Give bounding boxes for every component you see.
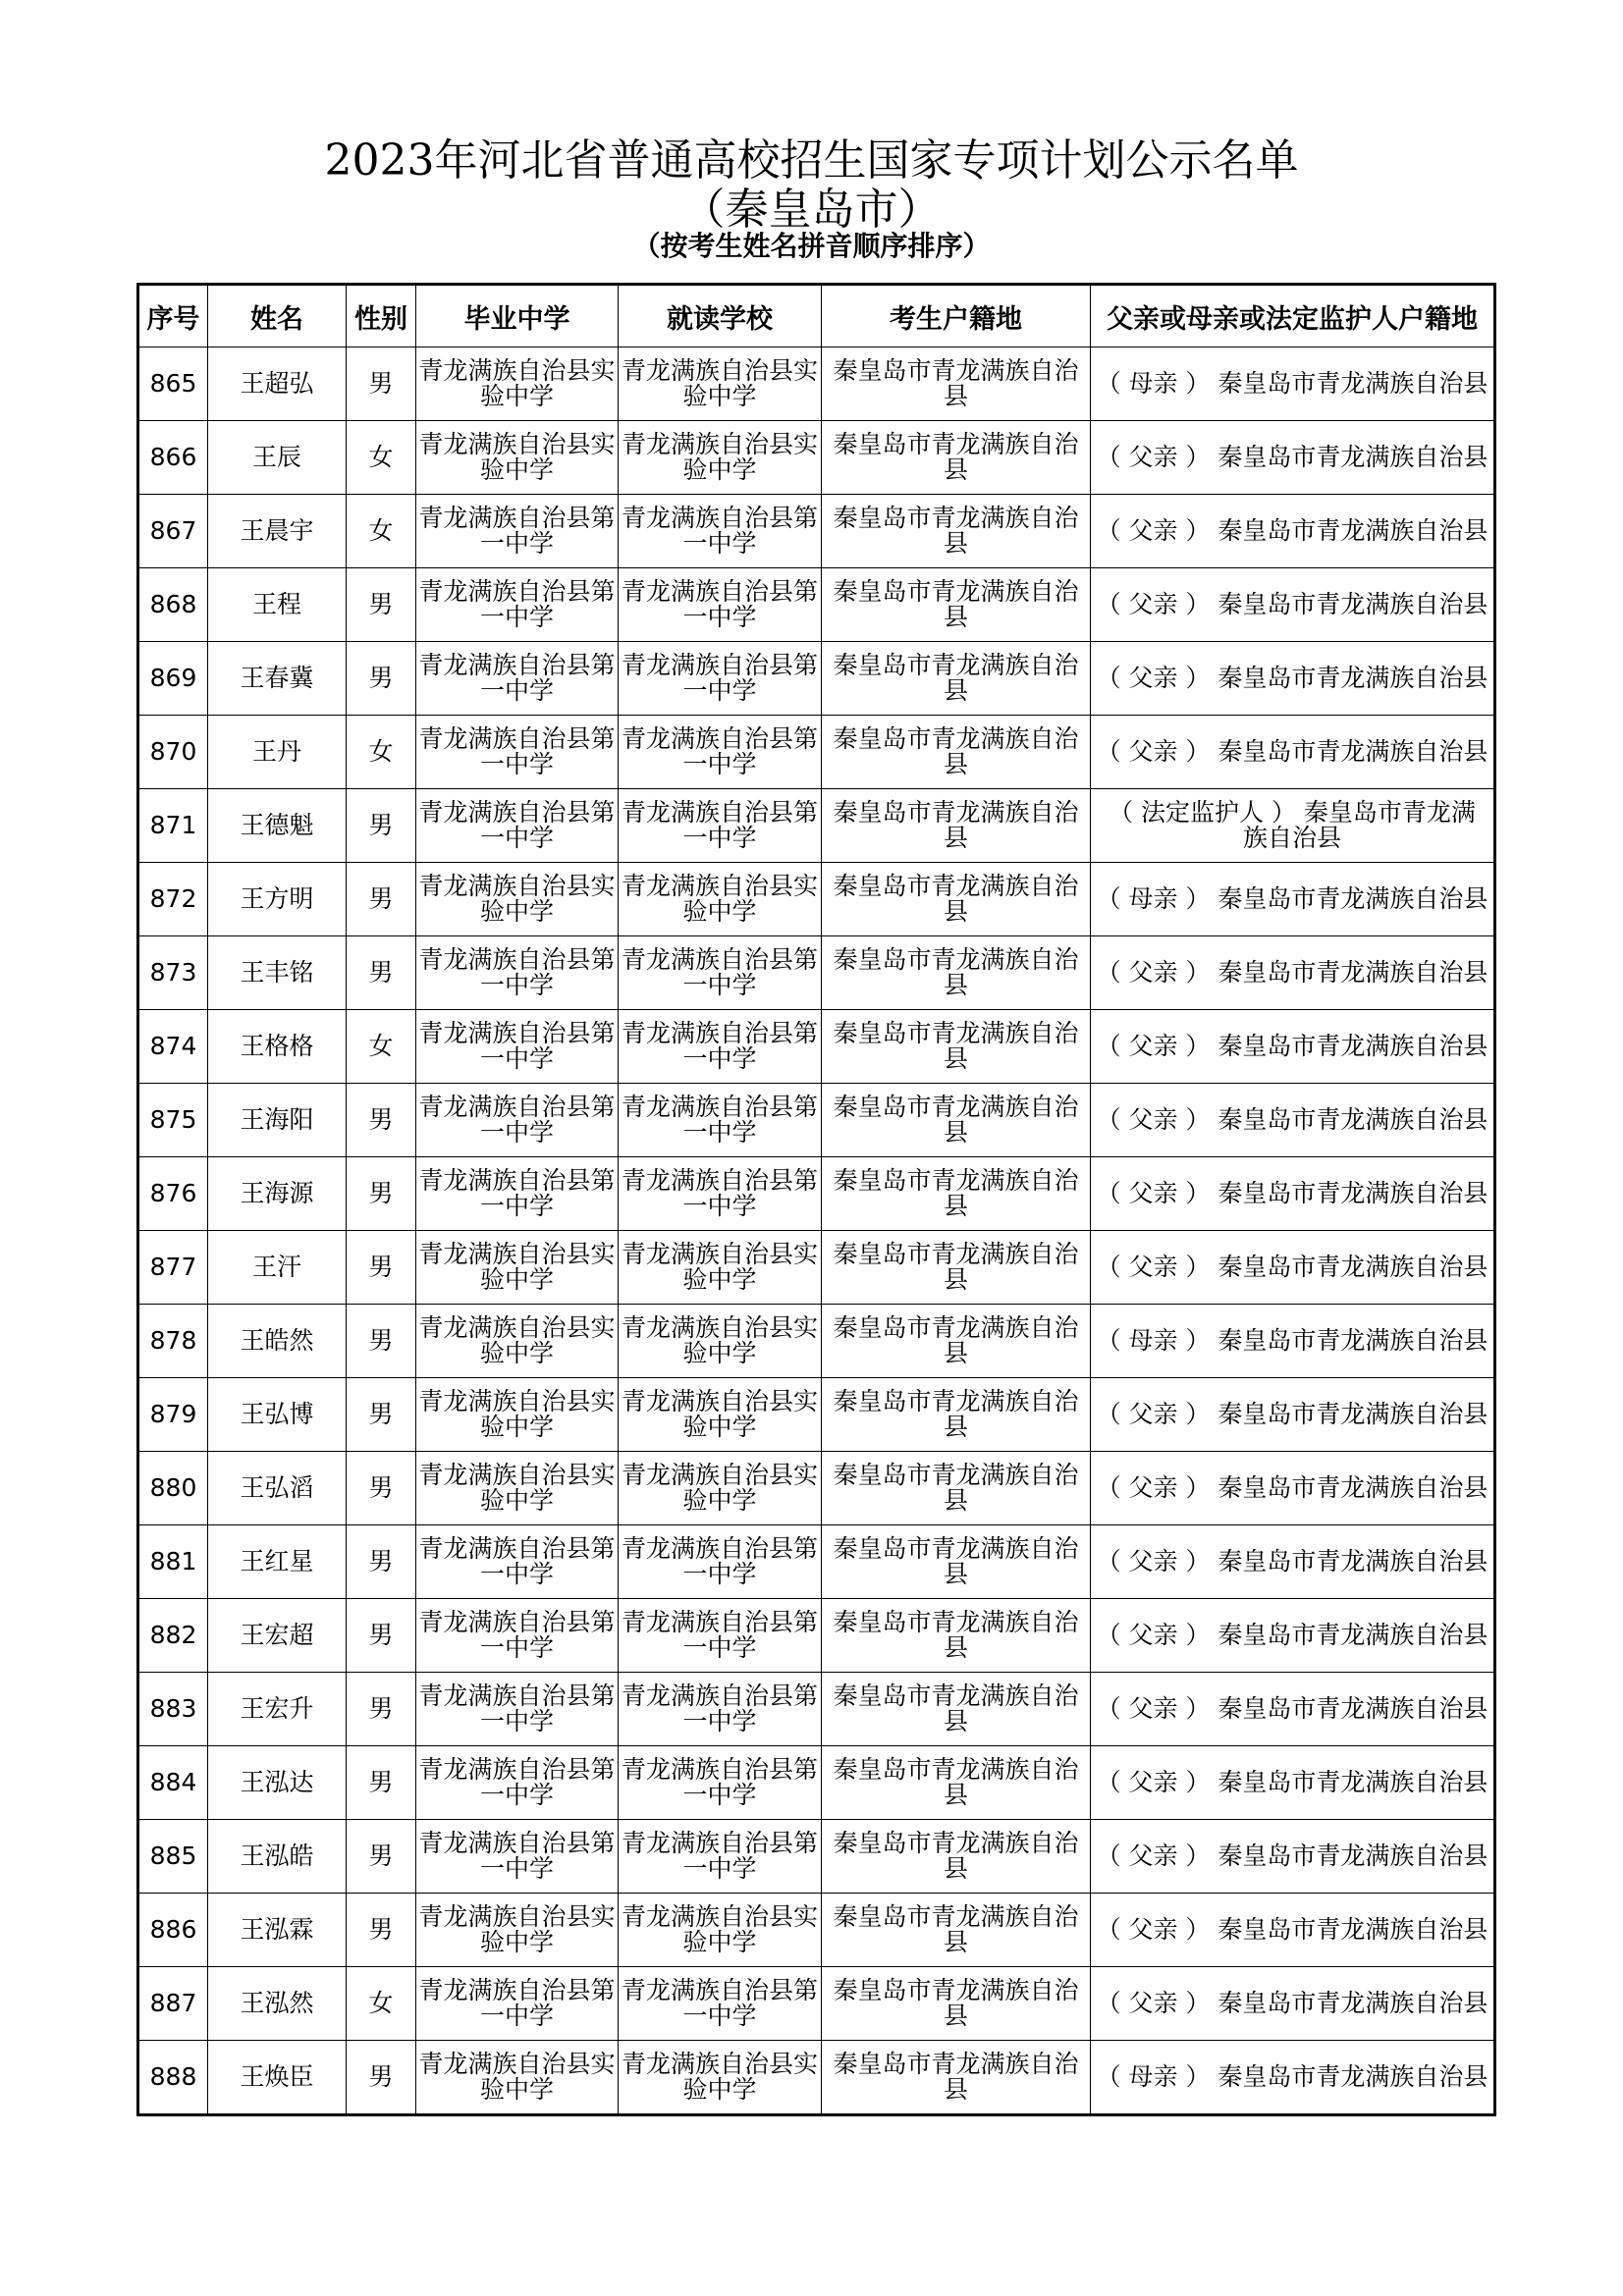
- cell-candidate-hukou: 秦皇岛市青龙满族自治县: [822, 642, 1091, 716]
- table-row: [138, 1010, 1495, 1084]
- cell-graduation-school: 青龙满族自治县实验中学: [416, 2041, 619, 2115]
- cell-graduation-school: 青龙满族自治县第一中学: [416, 1084, 619, 1157]
- cell-graduation-school: 青龙满族自治县实验中学: [416, 863, 619, 936]
- cell-gender: 男: [347, 1673, 416, 1746]
- table-header-row: [138, 285, 1495, 347]
- cell-graduation-school: 青龙满族自治县第一中学: [416, 936, 619, 1010]
- cell-parent-hukou: （ 母亲 ） 秦皇岛市青龙满族自治县: [1091, 2041, 1495, 2115]
- cell-graduation-school: 青龙满族自治县第一中学: [416, 1157, 619, 1231]
- cell-name: 王辰: [208, 421, 347, 495]
- cell-parent-hukou: （ 父亲 ） 秦皇岛市青龙满族自治县: [1091, 568, 1495, 642]
- cell-serial-number: 865: [138, 347, 208, 421]
- cell-serial-number: 878: [138, 1305, 208, 1378]
- cell-candidate-hukou: 秦皇岛市青龙满族自治县: [822, 1452, 1091, 1525]
- cell-parent-hukou: （ 母亲 ） 秦皇岛市青龙满族自治县: [1091, 1305, 1495, 1378]
- cell-serial-number: 874: [138, 1010, 208, 1084]
- cell-graduation-school: 青龙满族自治县第一中学: [416, 1967, 619, 2041]
- table-row: [138, 1967, 1495, 2041]
- cell-candidate-hukou: 秦皇岛市青龙满族自治县: [822, 1746, 1091, 1820]
- cell-graduation-school: 青龙满族自治县第一中学: [416, 568, 619, 642]
- cell-serial-number: 885: [138, 1820, 208, 1894]
- cell-graduation-school: 青龙满族自治县第一中学: [416, 642, 619, 716]
- cell-current-school: 青龙满族自治县实验中学: [619, 347, 822, 421]
- cell-name: 王晨宇: [208, 495, 347, 568]
- cell-current-school: 青龙满族自治县第一中学: [619, 642, 822, 716]
- cell-current-school: 青龙满族自治县第一中学: [619, 495, 822, 568]
- cell-current-school: 青龙满族自治县实验中学: [619, 1452, 822, 1525]
- cell-serial-number: 887: [138, 1967, 208, 2041]
- cell-name: 王德魁: [208, 789, 347, 863]
- cell-candidate-hukou: 秦皇岛市青龙满族自治县: [822, 347, 1091, 421]
- cell-candidate-hukou: 秦皇岛市青龙满族自治县: [822, 1599, 1091, 1673]
- cell-gender: 女: [347, 1967, 416, 2041]
- cell-parent-hukou: （ 父亲 ） 秦皇岛市青龙满族自治县: [1091, 642, 1495, 716]
- cell-current-school: 青龙满族自治县实验中学: [619, 1305, 822, 1378]
- cell-current-school: 青龙满族自治县第一中学: [619, 1673, 822, 1746]
- header-serial-number: 序号: [138, 285, 208, 347]
- cell-current-school: 青龙满族自治县第一中学: [619, 1157, 822, 1231]
- cell-gender: 男: [347, 1746, 416, 1820]
- cell-current-school: 青龙满族自治县实验中学: [619, 1894, 822, 1967]
- cell-name: 王皓然: [208, 1305, 347, 1378]
- cell-candidate-hukou: 秦皇岛市青龙满族自治县: [822, 1673, 1091, 1746]
- cell-serial-number: 873: [138, 936, 208, 1010]
- cell-current-school: 青龙满族自治县第一中学: [619, 1967, 822, 2041]
- cell-candidate-hukou: 秦皇岛市青龙满族自治县: [822, 863, 1091, 936]
- cell-parent-hukou: （ 父亲 ） 秦皇岛市青龙满族自治县: [1091, 1452, 1495, 1525]
- table-row: [138, 495, 1495, 568]
- table-row: [138, 863, 1495, 936]
- cell-gender: 男: [347, 1378, 416, 1452]
- table-row: [138, 1231, 1495, 1305]
- cell-gender: 男: [347, 863, 416, 936]
- cell-serial-number: 867: [138, 495, 208, 568]
- cell-name: 王格格: [208, 1010, 347, 1084]
- document-subtitle-city: （秦皇岛市）: [681, 185, 942, 235]
- cell-parent-hukou: （ 父亲 ） 秦皇岛市青龙满族自治县: [1091, 1894, 1495, 1967]
- cell-graduation-school: 青龙满族自治县实验中学: [416, 1231, 619, 1305]
- table-row: [138, 1378, 1495, 1452]
- cell-gender: 男: [347, 1452, 416, 1525]
- cell-name: 王泓霖: [208, 1894, 347, 1967]
- table-row: [138, 421, 1495, 495]
- table-row: [138, 1820, 1495, 1894]
- cell-current-school: 青龙满族自治县第一中学: [619, 789, 822, 863]
- cell-graduation-school: 青龙满族自治县第一中学: [416, 1599, 619, 1673]
- cell-graduation-school: 青龙满族自治县实验中学: [416, 421, 619, 495]
- cell-current-school: 青龙满族自治县实验中学: [619, 421, 822, 495]
- cell-parent-hukou: （ 法定监护人 ） 秦皇岛市青龙满族自治县: [1091, 789, 1495, 863]
- header-candidate-hukou: 考生户籍地: [822, 285, 1091, 347]
- cell-graduation-school: 青龙满族自治县实验中学: [416, 1452, 619, 1525]
- cell-graduation-school: 青龙满族自治县第一中学: [416, 495, 619, 568]
- roster-table: [136, 283, 1496, 2116]
- cell-parent-hukou: （ 母亲 ） 秦皇岛市青龙满族自治县: [1091, 863, 1495, 936]
- cell-current-school: 青龙满族自治县第一中学: [619, 716, 822, 789]
- cell-serial-number: 871: [138, 789, 208, 863]
- cell-parent-hukou: （ 父亲 ） 秦皇岛市青龙满族自治县: [1091, 421, 1495, 495]
- cell-serial-number: 868: [138, 568, 208, 642]
- cell-gender: 女: [347, 1010, 416, 1084]
- cell-name: 王海源: [208, 1157, 347, 1231]
- cell-graduation-school: 青龙满族自治县第一中学: [416, 1746, 619, 1820]
- cell-graduation-school: 青龙满族自治县实验中学: [416, 1378, 619, 1452]
- header-parent-hukou: 父亲或母亲或法定监护人户籍地: [1091, 285, 1495, 347]
- table-row: [138, 2041, 1495, 2115]
- table-row: [138, 1746, 1495, 1820]
- cell-name: 王方明: [208, 863, 347, 936]
- cell-parent-hukou: （ 父亲 ） 秦皇岛市青龙满族自治县: [1091, 1525, 1495, 1599]
- cell-graduation-school: 青龙满族自治县第一中学: [416, 716, 619, 789]
- cell-candidate-hukou: 秦皇岛市青龙满族自治县: [822, 716, 1091, 789]
- sort-order-note: （按考生姓名拼音顺序排序）: [632, 230, 991, 262]
- cell-candidate-hukou: 秦皇岛市青龙满族自治县: [822, 568, 1091, 642]
- table-row: [138, 642, 1495, 716]
- cell-gender: 男: [347, 347, 416, 421]
- cell-serial-number: 884: [138, 1746, 208, 1820]
- cell-graduation-school: 青龙满族自治县第一中学: [416, 1010, 619, 1084]
- cell-name: 王汗: [208, 1231, 347, 1305]
- cell-name: 王宏超: [208, 1599, 347, 1673]
- cell-name: 王程: [208, 568, 347, 642]
- cell-name: 王焕臣: [208, 2041, 347, 2115]
- cell-name: 王弘博: [208, 1378, 347, 1452]
- cell-candidate-hukou: 秦皇岛市青龙满族自治县: [822, 1378, 1091, 1452]
- cell-current-school: 青龙满族自治县第一中学: [619, 1525, 822, 1599]
- cell-candidate-hukou: 秦皇岛市青龙满族自治县: [822, 1820, 1091, 1894]
- cell-gender: 男: [347, 1820, 416, 1894]
- table-row: [138, 1452, 1495, 1525]
- cell-name: 王宏升: [208, 1673, 347, 1746]
- table-row: [138, 1305, 1495, 1378]
- cell-parent-hukou: （ 父亲 ） 秦皇岛市青龙满族自治县: [1091, 1084, 1495, 1157]
- cell-current-school: 青龙满族自治县实验中学: [619, 2041, 822, 2115]
- cell-parent-hukou: （ 父亲 ） 秦皇岛市青龙满族自治县: [1091, 1967, 1495, 2041]
- cell-serial-number: 875: [138, 1084, 208, 1157]
- cell-name: 王泓然: [208, 1967, 347, 2041]
- cell-gender: 男: [347, 1305, 416, 1378]
- cell-parent-hukou: （ 父亲 ） 秦皇岛市青龙满族自治县: [1091, 1820, 1495, 1894]
- cell-graduation-school: 青龙满族自治县实验中学: [416, 1305, 619, 1378]
- cell-candidate-hukou: 秦皇岛市青龙满族自治县: [822, 1305, 1091, 1378]
- table-row: [138, 1525, 1495, 1599]
- cell-serial-number: 876: [138, 1157, 208, 1231]
- cell-serial-number: 886: [138, 1894, 208, 1967]
- cell-gender: 男: [347, 1231, 416, 1305]
- table-row: [138, 1157, 1495, 1231]
- table-row: [138, 1084, 1495, 1157]
- cell-gender: 男: [347, 1084, 416, 1157]
- cell-serial-number: 870: [138, 716, 208, 789]
- cell-current-school: 青龙满族自治县第一中学: [619, 568, 822, 642]
- cell-serial-number: 882: [138, 1599, 208, 1673]
- cell-candidate-hukou: 秦皇岛市青龙满族自治县: [822, 1010, 1091, 1084]
- cell-candidate-hukou: 秦皇岛市青龙满族自治县: [822, 1967, 1091, 2041]
- header-gender: 性别: [347, 285, 416, 347]
- document-title: 2023年河北省普通高校招生国家专项计划公示名单: [324, 135, 1299, 186]
- cell-name: 王丹: [208, 716, 347, 789]
- cell-current-school: 青龙满族自治县实验中学: [619, 1378, 822, 1452]
- cell-serial-number: 881: [138, 1525, 208, 1599]
- cell-name: 王红星: [208, 1525, 347, 1599]
- cell-parent-hukou: （ 父亲 ） 秦皇岛市青龙满族自治县: [1091, 716, 1495, 789]
- cell-serial-number: 883: [138, 1673, 208, 1746]
- cell-graduation-school: 青龙满族自治县第一中学: [416, 789, 619, 863]
- cell-gender: 男: [347, 789, 416, 863]
- cell-candidate-hukou: 秦皇岛市青龙满族自治县: [822, 1231, 1091, 1305]
- cell-graduation-school: 青龙满族自治县第一中学: [416, 1673, 619, 1746]
- header-graduation-school: 毕业中学: [416, 285, 619, 347]
- cell-current-school: 青龙满族自治县第一中学: [619, 1746, 822, 1820]
- cell-parent-hukou: （ 父亲 ） 秦皇岛市青龙满族自治县: [1091, 1746, 1495, 1820]
- cell-serial-number: 869: [138, 642, 208, 716]
- cell-candidate-hukou: 秦皇岛市青龙满族自治县: [822, 1894, 1091, 1967]
- cell-name: 王弘滔: [208, 1452, 347, 1525]
- table-row: [138, 1599, 1495, 1673]
- cell-serial-number: 872: [138, 863, 208, 936]
- cell-serial-number: 877: [138, 1231, 208, 1305]
- cell-name: 王泓达: [208, 1746, 347, 1820]
- header-current-school: 就读学校: [619, 285, 822, 347]
- cell-parent-hukou: （ 父亲 ） 秦皇岛市青龙满族自治县: [1091, 1010, 1495, 1084]
- cell-candidate-hukou: 秦皇岛市青龙满族自治县: [822, 1157, 1091, 1231]
- cell-parent-hukou: （ 父亲 ） 秦皇岛市青龙满族自治县: [1091, 1378, 1495, 1452]
- cell-current-school: 青龙满族自治县第一中学: [619, 1010, 822, 1084]
- cell-candidate-hukou: 秦皇岛市青龙满族自治县: [822, 1525, 1091, 1599]
- cell-current-school: 青龙满族自治县第一中学: [619, 936, 822, 1010]
- cell-candidate-hukou: 秦皇岛市青龙满族自治县: [822, 1084, 1091, 1157]
- cell-serial-number: 879: [138, 1378, 208, 1452]
- cell-gender: 男: [347, 1894, 416, 1967]
- table-row: [138, 347, 1495, 421]
- table-row: [138, 936, 1495, 1010]
- table-row: [138, 568, 1495, 642]
- cell-gender: 女: [347, 421, 416, 495]
- table-body: [138, 347, 1495, 2115]
- cell-serial-number: 888: [138, 2041, 208, 2115]
- cell-gender: 男: [347, 1599, 416, 1673]
- cell-graduation-school: 青龙满族自治县实验中学: [416, 1894, 619, 1967]
- cell-name: 王海阳: [208, 1084, 347, 1157]
- cell-graduation-school: 青龙满族自治县第一中学: [416, 1820, 619, 1894]
- cell-parent-hukou: （ 父亲 ） 秦皇岛市青龙满族自治县: [1091, 495, 1495, 568]
- cell-gender: 女: [347, 495, 416, 568]
- table-row: [138, 716, 1495, 789]
- cell-gender: 男: [347, 642, 416, 716]
- cell-parent-hukou: （ 父亲 ） 秦皇岛市青龙满族自治县: [1091, 1673, 1495, 1746]
- cell-parent-hukou: （ 父亲 ） 秦皇岛市青龙满族自治县: [1091, 1599, 1495, 1673]
- cell-gender: 男: [347, 568, 416, 642]
- cell-parent-hukou: （ 父亲 ） 秦皇岛市青龙满族自治县: [1091, 936, 1495, 1010]
- table-row: [138, 789, 1495, 863]
- table-row: [138, 1894, 1495, 1967]
- cell-graduation-school: 青龙满族自治县第一中学: [416, 1525, 619, 1599]
- cell-name: 王超弘: [208, 347, 347, 421]
- cell-candidate-hukou: 秦皇岛市青龙满族自治县: [822, 2041, 1091, 2115]
- cell-current-school: 青龙满族自治县第一中学: [619, 1820, 822, 1894]
- cell-candidate-hukou: 秦皇岛市青龙满族自治县: [822, 936, 1091, 1010]
- cell-current-school: 青龙满族自治县第一中学: [619, 1599, 822, 1673]
- cell-name: 王春冀: [208, 642, 347, 716]
- cell-gender: 男: [347, 2041, 416, 2115]
- cell-parent-hukou: （ 母亲 ） 秦皇岛市青龙满族自治县: [1091, 347, 1495, 421]
- header-name: 姓名: [208, 285, 347, 347]
- cell-serial-number: 880: [138, 1452, 208, 1525]
- cell-gender: 男: [347, 1157, 416, 1231]
- cell-parent-hukou: （ 父亲 ） 秦皇岛市青龙满族自治县: [1091, 1231, 1495, 1305]
- cell-current-school: 青龙满族自治县第一中学: [619, 1084, 822, 1157]
- cell-gender: 男: [347, 1525, 416, 1599]
- cell-candidate-hukou: 秦皇岛市青龙满族自治县: [822, 789, 1091, 863]
- cell-current-school: 青龙满族自治县实验中学: [619, 863, 822, 936]
- cell-serial-number: 866: [138, 421, 208, 495]
- table-row: [138, 1673, 1495, 1746]
- cell-name: 王丰铭: [208, 936, 347, 1010]
- cell-current-school: 青龙满族自治县实验中学: [619, 1231, 822, 1305]
- cell-graduation-school: 青龙满族自治县实验中学: [416, 347, 619, 421]
- cell-name: 王泓皓: [208, 1820, 347, 1894]
- cell-candidate-hukou: 秦皇岛市青龙满族自治县: [822, 495, 1091, 568]
- cell-parent-hukou: （ 父亲 ） 秦皇岛市青龙满族自治县: [1091, 1157, 1495, 1231]
- cell-gender: 男: [347, 936, 416, 1010]
- cell-gender: 女: [347, 716, 416, 789]
- cell-candidate-hukou: 秦皇岛市青龙满族自治县: [822, 421, 1091, 495]
